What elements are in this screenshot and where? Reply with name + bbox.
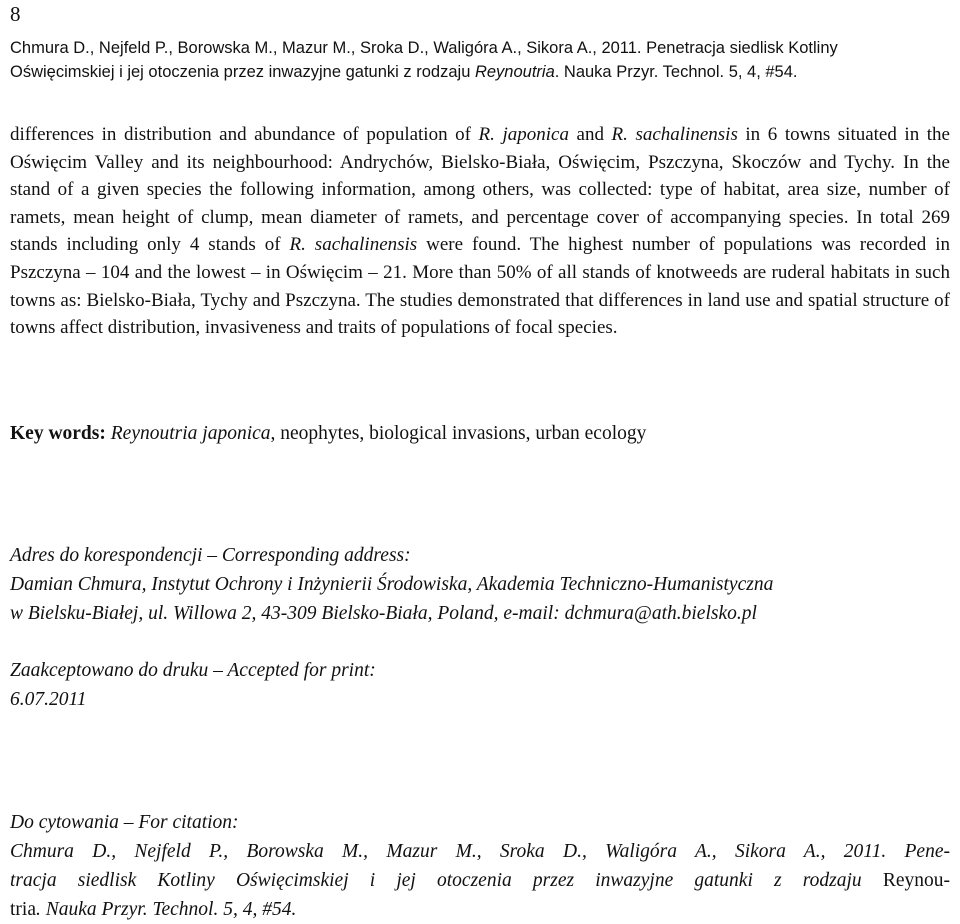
species-name: R. japonica [478, 124, 569, 145]
keywords-line [10, 420, 950, 448]
keywords-rest: , neophytes, biological invasions, urban ecology [270, 423, 647, 444]
running-head-line-1: Chmura D., Nejfeld P., Borowska M., Mazur M., Sroka D., Waligóra A., Sikora A., 2011. Penetracja siedlisk Kotliny [10, 39, 838, 57]
address-line-2: w Bielsku-Białej, ul. Willowa 2, 43-309 Bielsko-Biała, Poland, e-mail: dchmura@ath.bielsko.pl [10, 603, 757, 624]
keyword-species: Reynoutria japonica [110, 423, 271, 444]
running-head [10, 36, 950, 84]
keywords-label: Key words: [10, 423, 106, 444]
accepted-for-print [10, 656, 950, 714]
running-head-text: Oświęcimskiej i jej otoczenia przez inwazyjne gatunki z rodzaju [10, 63, 475, 81]
citation-journal: . Nauka Przyr. Technol. 5, 4, #54. [35, 899, 297, 920]
abstract-text: and [568, 124, 612, 145]
citation-line-2 [10, 866, 950, 895]
citation-block [10, 808, 950, 924]
page-number: 8 [10, 2, 21, 26]
abstract-text: in 6 towns situated in the Oświęcim Valley and its neighbourhood: Andrychów, Bielsko-Biała, Oświęcim, Pszczyna, Skoczów and Tychy. In the stand of a given species the following information, among others, was collected: type of habitat, area size, number of ramets, mean height of clump, mean diameter of ramets, and percentage cover of accompanying species. In total 269 stands including only 4 stands of [10, 124, 950, 256]
address-line-1: Damian Chmura, Instytut Ochrony i Inżynierii Środowiska, Akademia Techniczno-Humanistyczna [10, 574, 774, 595]
citation-heading: Do cytowania – For citation: [10, 812, 239, 833]
species-name: R. sachalinensis [289, 234, 418, 256]
abstract-paragraph [10, 121, 950, 342]
running-head-line-2 [10, 60, 950, 84]
citation-line-3 [10, 895, 950, 924]
abstract-text: differences in distribution and abundance of population of [10, 124, 479, 145]
citation-text: tracja siedlisk Kotliny Oświęcimskiej i jej otoczenia przez inwazyjne gatunki z rodzaju [10, 870, 883, 891]
running-head-genus: Reynoutria [474, 63, 555, 81]
correspondence-address [10, 541, 950, 628]
citation-genus: Reynou- [882, 870, 950, 891]
accepted-heading: Zaakceptowano do druku – Accepted for print: [10, 660, 376, 681]
address-heading: Adres do korespondencji – Corresponding address: [10, 545, 411, 566]
species-name: R. sachalinensis [611, 124, 738, 145]
citation-line-1: Chmura D., Nejfeld P., Borowska M., Mazur M., Sroka D., Waligóra A., Sikora A., 2011. Pene- [10, 841, 950, 862]
abstract-text: were found. The highest number of populations was recorded in Pszczyna – 104 and the lowest – in Oświęcim – 21. More than 50% of all stands of knotweeds are ruderal habitats in such towns as: Bielsko-Biała, Tychy and Pszczyna. The studies demonstrated that differences in land use and spatial structure of towns affect distribution, invasiveness and traits of populations of focal species. [10, 234, 950, 339]
accepted-date: 6.07.2011 [10, 689, 87, 710]
running-head-journal: . Nauka Przyr. Technol. 5, 4, #54. [554, 63, 798, 81]
citation-genus-end: tria [10, 899, 36, 920]
